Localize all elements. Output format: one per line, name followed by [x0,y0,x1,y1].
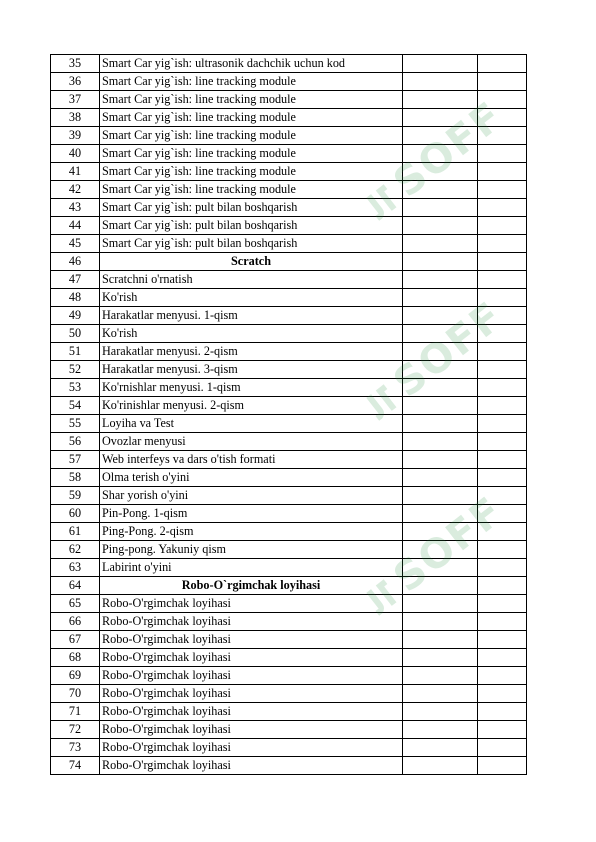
table-row [51,595,527,613]
lesson-topic: Smart Car yig`ish: line tracking module [100,91,403,109]
empty-cell [478,433,527,451]
empty-cell [403,559,478,577]
empty-cell [403,685,478,703]
empty-cell [478,361,527,379]
table-row [51,559,527,577]
table-row [51,739,527,757]
row-number: 54 [51,397,100,415]
empty-cell [478,757,527,775]
empty-cell [478,739,527,757]
row-number: 68 [51,649,100,667]
table-row [51,307,527,325]
section-title: Scratch [100,253,403,271]
row-number: 65 [51,595,100,613]
empty-cell [478,595,527,613]
empty-cell [478,649,527,667]
empty-cell [403,577,478,595]
table-row [51,55,527,73]
empty-cell [478,631,527,649]
row-number: 51 [51,343,100,361]
empty-cell [403,631,478,649]
table-row [51,325,527,343]
empty-cell [478,523,527,541]
empty-cell [478,91,527,109]
table-row [51,433,527,451]
lesson-topic: Shar yorish o'yini [100,487,403,505]
row-number: 48 [51,289,100,307]
empty-cell [478,109,527,127]
lesson-topic: Smart Car yig`ish: ultrasonik dachchik uchun kod [100,55,403,73]
row-number: 64 [51,577,100,595]
empty-cell [403,505,478,523]
empty-cell [403,307,478,325]
lesson-topic: Ko'rish [100,289,403,307]
row-number: 66 [51,613,100,631]
section-row [51,253,527,271]
table-row [51,397,527,415]
row-number: 38 [51,109,100,127]
row-number: 63 [51,559,100,577]
lesson-topic: Robo-O'rgimchak loyihasi [100,703,403,721]
empty-cell [478,487,527,505]
row-number: 56 [51,433,100,451]
empty-cell [478,289,527,307]
row-number: 52 [51,361,100,379]
table-row [51,703,527,721]
empty-cell [403,235,478,253]
row-number: 49 [51,307,100,325]
empty-cell [403,289,478,307]
row-number: 46 [51,253,100,271]
table-row [51,505,527,523]
row-number: 55 [51,415,100,433]
empty-cell [403,127,478,145]
empty-cell [478,667,527,685]
empty-cell [478,415,527,433]
empty-cell [403,595,478,613]
empty-cell [478,703,527,721]
empty-cell [403,541,478,559]
empty-cell [403,145,478,163]
watermark-text: SOFF [385,488,513,602]
table-row [51,379,527,397]
empty-cell [403,739,478,757]
lesson-topic: Robo-O'rgimchak loyihasi [100,595,403,613]
empty-cell [403,217,478,235]
empty-cell [403,343,478,361]
row-number: 59 [51,487,100,505]
table-row [51,289,527,307]
table-row [51,217,527,235]
empty-cell [403,433,478,451]
table-row [51,469,527,487]
empty-cell [478,307,527,325]
empty-cell [478,613,527,631]
row-number: 39 [51,127,100,145]
table-row [51,109,527,127]
lesson-topic: Ko'rnishlar menyusi. 1-qism [100,379,403,397]
lesson-topic: Harakatlar menyusi. 3-qism [100,361,403,379]
empty-cell [478,397,527,415]
lesson-topic: Ovozlar menyusi [100,433,403,451]
table-row [51,721,527,739]
empty-cell [403,55,478,73]
lesson-topic: Smart Car yig`ish: pult bilan boshqarish [100,235,403,253]
lesson-topic: Ping-Pong. 2-qism [100,523,403,541]
table-row [51,451,527,469]
empty-cell [478,451,527,469]
empty-cell [478,505,527,523]
lesson-topic: Ping-pong. Yakuniy qism [100,541,403,559]
lesson-topic: Robo-O'rgimchak loyihasi [100,649,403,667]
empty-cell [403,757,478,775]
row-number: 57 [51,451,100,469]
empty-cell [403,109,478,127]
empty-cell [478,559,527,577]
row-number: 44 [51,217,100,235]
row-number: 37 [51,91,100,109]
empty-cell [478,271,527,289]
row-number: 40 [51,145,100,163]
table-row [51,199,527,217]
row-number: 67 [51,631,100,649]
lesson-topic: Smart Car yig`ish: line tracking module [100,109,403,127]
empty-cell [403,379,478,397]
empty-cell [478,127,527,145]
row-number: 50 [51,325,100,343]
section-row [51,577,527,595]
empty-cell [403,649,478,667]
lesson-topic: Smart Car yig`ish: line tracking module [100,127,403,145]
table-row [51,361,527,379]
row-number: 70 [51,685,100,703]
lesson-topic: Robo-O'rgimchak loyihasi [100,667,403,685]
table-row [51,181,527,199]
table-row [51,613,527,631]
lesson-topic: Robo-O'rgimchak loyihasi [100,739,403,757]
lesson-topic: Robo-O'rgimchak loyihasi [100,757,403,775]
table-row [51,631,527,649]
empty-cell [403,667,478,685]
table-row [51,343,527,361]
empty-cell [478,577,527,595]
lesson-topic: Robo-O'rgimchak loyihasi [100,613,403,631]
row-number: 69 [51,667,100,685]
empty-cell [403,469,478,487]
row-number: 41 [51,163,100,181]
row-number: 45 [51,235,100,253]
lesson-topic: Pin-Pong. 1-qism [100,505,403,523]
empty-cell [403,451,478,469]
row-number: 35 [51,55,100,73]
row-number: 36 [51,73,100,91]
empty-cell [478,721,527,739]
lesson-topic: Robo-O'rgimchak loyihasi [100,631,403,649]
table-row [51,523,527,541]
section-title: Robo-O`rgimchak loyihasi [100,577,403,595]
empty-cell [478,217,527,235]
table-row [51,667,527,685]
empty-cell [403,721,478,739]
lesson-topic: Smart Car yig`ish: line tracking module [100,73,403,91]
table-row [51,541,527,559]
empty-cell [478,253,527,271]
empty-cell [403,361,478,379]
empty-cell [478,343,527,361]
empty-cell [403,253,478,271]
empty-cell [478,541,527,559]
empty-cell [403,415,478,433]
empty-cell [478,469,527,487]
row-number: 58 [51,469,100,487]
lesson-plan-table [50,54,527,775]
row-number: 73 [51,739,100,757]
empty-cell [403,613,478,631]
lesson-topic: Scratchni o'rnatish [100,271,403,289]
row-number: 43 [51,199,100,217]
lesson-topic: Ko'rinishlar menyusi. 2-qism [100,397,403,415]
empty-cell [478,199,527,217]
watermark-text: SOFF [385,93,513,207]
table-row [51,649,527,667]
lesson-topic: Robo-O'rgimchak loyihasi [100,721,403,739]
lesson-topic: Smart Car yig`ish: pult bilan boshqarish [100,199,403,217]
lesson-topic: Olma terish o'yini [100,469,403,487]
empty-cell [403,181,478,199]
table-row [51,487,527,505]
empty-cell [478,145,527,163]
table-row [51,73,527,91]
empty-cell [478,685,527,703]
lesson-topic: Smart Car yig`ish: pult bilan boshqarish [100,217,403,235]
row-number: 53 [51,379,100,397]
lesson-topic: Web interfeys va dars o'tish formati [100,451,403,469]
row-number: 62 [51,541,100,559]
lesson-topic: Smart Car yig`ish: line tracking module [100,145,403,163]
empty-cell [478,163,527,181]
lesson-topic: Loyiha va Test [100,415,403,433]
empty-cell [403,397,478,415]
table-row [51,271,527,289]
lesson-topic: Harakatlar menyusi. 2-qism [100,343,403,361]
table-row [51,685,527,703]
empty-cell [403,523,478,541]
table-row [51,127,527,145]
row-number: 42 [51,181,100,199]
table-row [51,235,527,253]
table-row [51,757,527,775]
empty-cell [478,379,527,397]
empty-cell [403,91,478,109]
lesson-topic: Smart Car yig`ish: line tracking module [100,163,403,181]
row-number: 47 [51,271,100,289]
row-number: 74 [51,757,100,775]
lesson-topic: Labirint o'yini [100,559,403,577]
empty-cell [478,55,527,73]
lesson-topic: Ko'rish [100,325,403,343]
empty-cell [403,271,478,289]
empty-cell [403,163,478,181]
lesson-topic: Harakatlar menyusi. 1-qism [100,307,403,325]
empty-cell [478,235,527,253]
empty-cell [403,199,478,217]
table-row [51,91,527,109]
empty-cell [478,325,527,343]
empty-cell [403,487,478,505]
table-row [51,145,527,163]
empty-cell [403,325,478,343]
lesson-topic: Smart Car yig`ish: line tracking module [100,181,403,199]
watermark-text: SOFF [385,293,513,407]
row-number: 71 [51,703,100,721]
row-number: 72 [51,721,100,739]
row-number: 61 [51,523,100,541]
row-number: 60 [51,505,100,523]
empty-cell [478,73,527,91]
table-row [51,415,527,433]
empty-cell [403,73,478,91]
empty-cell [478,181,527,199]
empty-cell [403,703,478,721]
lesson-topic: Robo-O'rgimchak loyihasi [100,685,403,703]
table-row [51,163,527,181]
lesson-plan-body [51,55,527,775]
